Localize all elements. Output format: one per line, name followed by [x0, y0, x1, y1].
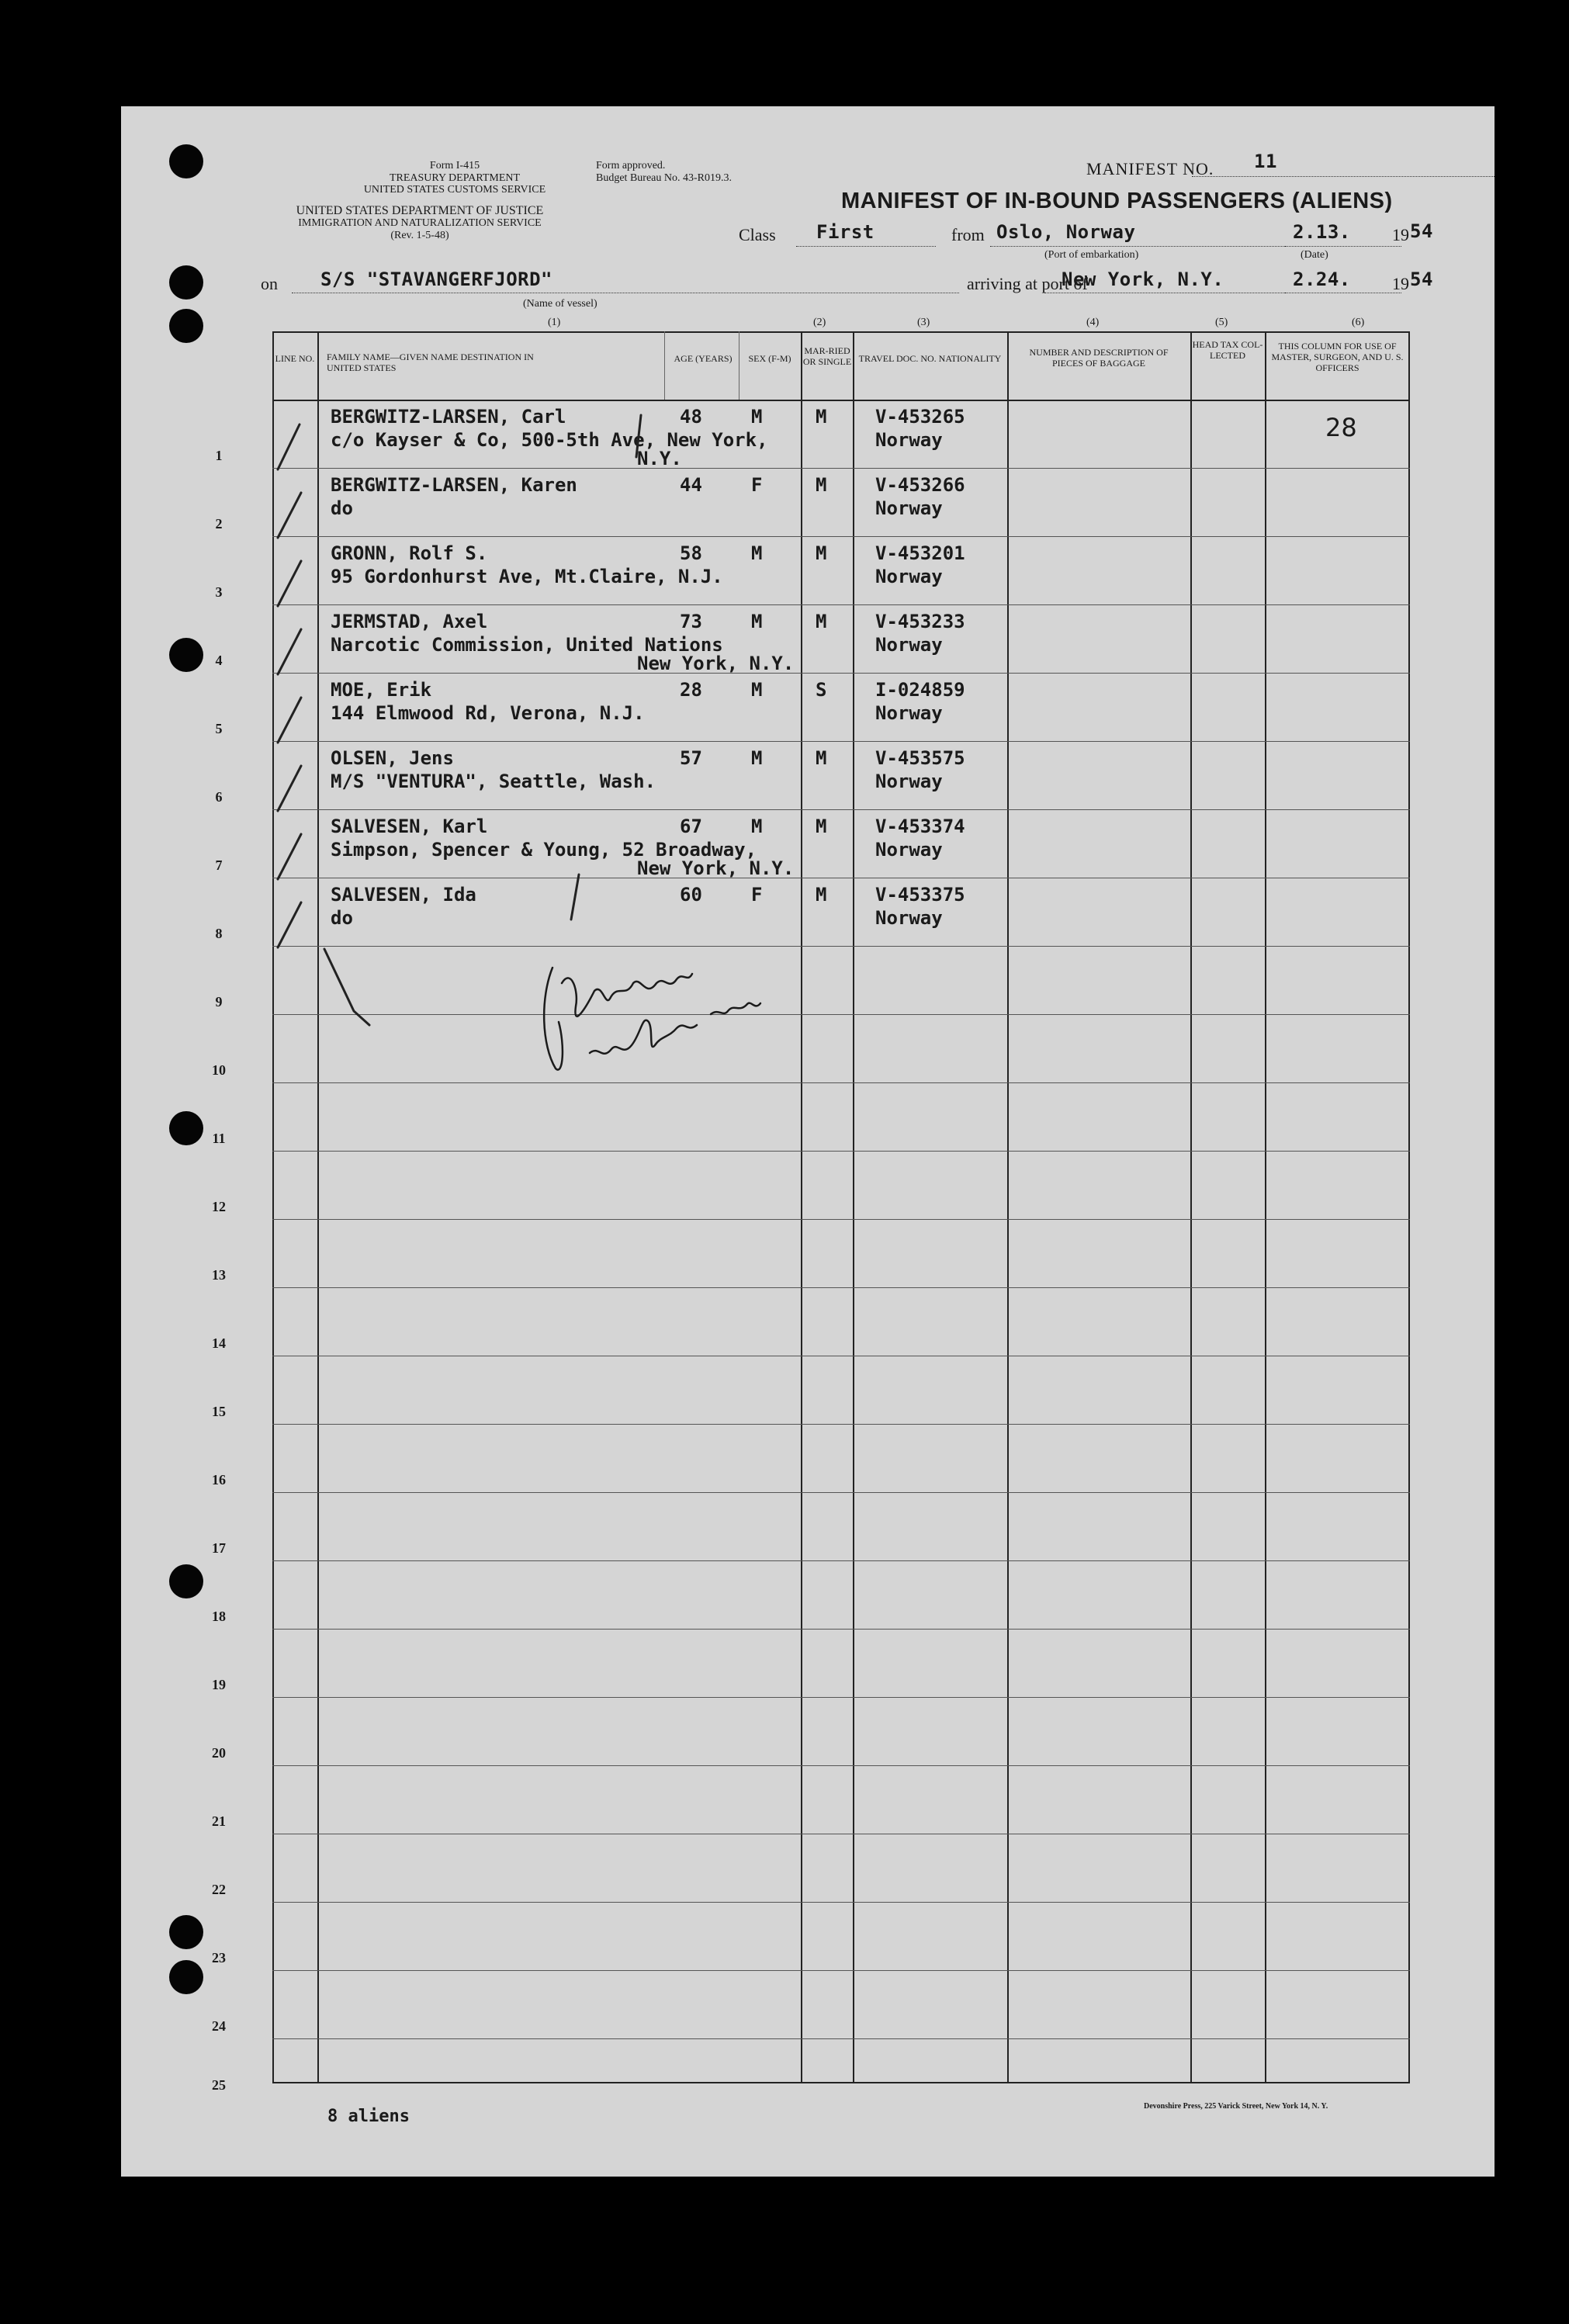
travel-doc-number: V-453575: [875, 747, 965, 769]
passenger-marital-status: M: [816, 611, 827, 632]
travel-doc-number: V-453375: [875, 884, 965, 906]
line-number: 20: [212, 1745, 226, 1761]
passenger-marital-status: S: [816, 679, 827, 701]
passenger-destination: Narcotic Commission, United Nations: [331, 634, 723, 656]
passenger-name: OLSEN, Jens: [331, 747, 454, 769]
col-header-name: FAMILY NAME—GIVEN NAME DESTINATION IN UNITED STATES: [327, 352, 534, 373]
passenger-destination: do: [331, 497, 353, 519]
budget-bureau: Budget Bureau No. 43-R019.3.: [596, 172, 732, 184]
col-header-officers: THIS COLUMN FOR USE OF MASTER, SURGEON, AND U. S. OFFICERS: [1271, 341, 1404, 373]
line-number: 18: [212, 1609, 226, 1624]
line-number: 21: [212, 1813, 226, 1829]
passenger-sex: M: [751, 542, 763, 564]
binder-hole: [169, 265, 203, 300]
passenger-nationality: Norway: [875, 907, 943, 929]
passenger-sex: F: [751, 474, 763, 496]
line-number: 2: [215, 516, 223, 532]
passenger-age: 58: [680, 542, 702, 564]
passenger-name: SALVESEN, Karl: [331, 816, 488, 837]
line-number: 5: [215, 721, 223, 736]
line-number: 10: [212, 1062, 226, 1078]
travel-doc-number: V-453374: [875, 816, 965, 837]
line-number: 3: [215, 584, 223, 600]
passenger-sex: M: [751, 747, 763, 769]
line-number: 8: [215, 926, 223, 941]
line-number: 6: [215, 789, 223, 805]
passenger-age: 28: [680, 679, 702, 701]
passenger-age: 67: [680, 816, 702, 837]
passenger-marital-status: M: [816, 542, 827, 564]
col-header-baggage: NUMBER AND DESCRIPTION OF PIECES OF BAGGAGE: [1029, 347, 1169, 369]
passenger-name: BERGWITZ-LARSEN, Karen: [331, 474, 577, 496]
passenger-nationality: Norway: [875, 429, 943, 451]
from-value: Oslo, Norway: [996, 221, 1136, 243]
line-number: 4: [215, 653, 223, 668]
passenger-marital-status: M: [816, 884, 827, 906]
line-number: 15: [212, 1404, 226, 1419]
passenger-name: BERGWITZ-LARSEN, Carl: [331, 406, 566, 428]
arriving-label: arriving at port of: [967, 274, 1088, 293]
passenger-marital-status: M: [816, 747, 827, 769]
class-value: First: [816, 221, 875, 243]
travel-doc-number: V-453201: [875, 542, 965, 564]
passenger-nationality: Norway: [875, 634, 943, 656]
line-number: 23: [212, 1950, 226, 1966]
passenger-destination-cont: N.Y.: [637, 448, 682, 469]
vessel-name: S/S "STAVANGERFJORD": [320, 268, 552, 290]
dept-treasury: TREASURY DEPARTMENT: [389, 172, 521, 184]
vessel-caption: (Name of vessel): [523, 298, 597, 310]
total-aliens: 8 aliens: [327, 2107, 410, 2126]
passenger-nationality: Norway: [875, 839, 943, 861]
passenger-marital-status: M: [816, 474, 827, 496]
passenger-sex: M: [751, 679, 763, 701]
col-number: (4): [1086, 317, 1100, 328]
travel-doc-number: I-024859: [875, 679, 965, 701]
passenger-nationality: Norway: [875, 497, 943, 519]
line-number: 1: [215, 448, 223, 463]
passenger-destination: Simpson, Spencer & Young, 52 Broadway,: [331, 839, 757, 861]
pen-marks: [121, 106, 1495, 1037]
line-number: 25: [212, 2077, 226, 2093]
passenger-name: GRONN, Rolf S.: [331, 542, 488, 564]
passenger-destination: M/S "VENTURA", Seattle, Wash.: [331, 771, 656, 792]
dept-justice: UNITED STATES DEPARTMENT OF JUSTICE: [296, 204, 544, 217]
passenger-sex: M: [751, 406, 763, 428]
class-label: Class: [739, 225, 776, 244]
col-number: (2): [813, 317, 826, 328]
printer-imprint: Devonshire Press, 225 Varick Street, New York 14, N. Y.: [1144, 2102, 1328, 2111]
port-embark-caption: (Port of embarkation): [1044, 249, 1139, 261]
col-header-age: AGE (YEARS): [674, 353, 733, 364]
passenger-sex: M: [751, 816, 763, 837]
col-number: (5): [1215, 317, 1228, 328]
passenger-destination-cont: New York, N.Y.: [637, 653, 795, 674]
line-number: 9: [215, 994, 223, 1010]
passenger-nationality: Norway: [875, 771, 943, 792]
line-number: 14: [212, 1335, 226, 1351]
passenger-age: 48: [680, 406, 702, 428]
col-header-tax: HEAD TAX COL-LECTED: [1192, 339, 1263, 361]
col-number: (1): [548, 317, 561, 328]
line-number: 16: [212, 1472, 226, 1488]
passenger-marital-status: M: [816, 816, 827, 837]
binder-hole: [169, 1111, 203, 1145]
binder-hole: [169, 1915, 203, 1949]
passenger-destination-cont: New York, N.Y.: [637, 857, 795, 879]
passenger-destination: 144 Elmwood Rd, Verona, N.J.: [331, 702, 645, 724]
dept-ins: IMMIGRATION AND NATURALIZATION SERVICE: [298, 217, 542, 229]
passenger-destination: do: [331, 907, 353, 929]
travel-doc-number: V-453233: [875, 611, 965, 632]
travel-doc-number: V-453265: [875, 406, 965, 428]
manifest-sheet: Form I-415 TREASURY DEPARTMENT UNITED STATES CUSTOMS SERVICE UNITED STATES DEPARTMENT OF JUSTICE IMMIGRATION AND NATURALIZATION SERVICE (Rev. 1-5-48) Form approved. Budget Bureau No. 43-R019.3. MANIFEST NO. 11 MANIFEST OF IN-BOUND PASSENGERS (ALIENS) Class First from Oslo, Norway (Port of embarkation) 2.13. 19 54 (Date) on S/S "STAVANGERFJORD" (Name of vessel) arriving at port of New York, N.Y. 2.24. 19 54 (1) (2) (3) (4) (5) (6) LINE NO. FAMILY NAME—GIVEN NAME DESTINATION IN UNITED STATES AGE (YEARS) SEX (F-M) MAR-RIED OR SINGLE TRAVEL DOC. NO. NATIONALITY NUMBER AND DESCRIPTION OF PIECES OF BAGGAGE HEAD TAX COL-LECTED THIS COLUMN FOR USE OF MASTER, SURGEON, AND U. S. OFFICERS 1 2 3 4 5 6 7 8 9 10 11 12 13 14 15 16 17 18 19 20 21 22 23 24 25 BERGWITZ-LARSEN, Carl c/o Kayser & Co, 500-5th Ave, New York, N.Y. 48 M M V-453265 Norway BERGWITZ-LARSEN, Karen do 44 F M V-453266 Norway GRONN, Rolf S. 95 Gordonhurst Ave, Mt.Claire, N.J. 58 M M V-453201 Norway JERMSTAD, Axel Narcotic Commission, United Nations New York, N.Y. 73 M M V-453233 Norway MOE, Erik 144 Elmwood Rd, Verona, N.J. 28 M S I-024859 Norway OLSEN, Jens M/S "VENTURA", Seattle, Wash. 57 M M V-453575 Norway SALVESEN, Karl Simpson, Spencer & Young, 52 Broadway, New York, N.Y. 67 M M V-453374 Norway SALVESEN, Ida do 60 F M V-453375 Norway 28 8 aliens Devonshire Press, 225 Varick Street, New York 14, N. Y.: [121, 106, 1495, 2177]
from-label: from: [951, 225, 985, 244]
binder-hole: [169, 638, 203, 672]
binder-hole: [169, 309, 203, 343]
passenger-age: 60: [680, 884, 702, 906]
col-header-sex: SEX (F-M): [748, 353, 791, 364]
binder-hole: [169, 1564, 203, 1598]
departure-year: 54: [1410, 220, 1433, 242]
passenger-name: MOE, Erik: [331, 679, 432, 701]
arrival-year: 54: [1410, 268, 1433, 290]
form-approved: Form approved.: [596, 160, 666, 171]
form-number: Form I-415: [429, 160, 480, 171]
passenger-marital-status: M: [816, 406, 827, 428]
line-number: 11: [212, 1131, 226, 1146]
line-number: 12: [212, 1199, 226, 1214]
line-number: 17: [212, 1540, 226, 1556]
col-number: (6): [1352, 317, 1365, 328]
passenger-destination: 95 Gordonhurst Ave, Mt.Claire, N.J.: [331, 566, 723, 587]
line-number: 19: [212, 1677, 226, 1692]
col-number: (3): [917, 317, 930, 328]
binder-hole: [169, 144, 203, 178]
manifest-no-value: 11: [1254, 151, 1277, 172]
passenger-sex: M: [751, 611, 763, 632]
line-number: 22: [212, 1882, 226, 1897]
passenger-name: JERMSTAD, Axel: [331, 611, 488, 632]
dept-customs: UNITED STATES CUSTOMS SERVICE: [363, 184, 546, 196]
departure-date: 2.13.: [1293, 221, 1351, 243]
form-revision: (Rev. 1-5-48): [390, 230, 449, 241]
officer-count: 28: [1325, 413, 1357, 442]
manifest-no-label: MANIFEST NO.: [1086, 159, 1214, 178]
passenger-age: 73: [680, 611, 702, 632]
binder-hole: [169, 1960, 203, 1994]
page-title: MANIFEST OF IN-BOUND PASSENGERS (ALIENS): [841, 189, 1393, 213]
travel-doc-number: V-453266: [875, 474, 965, 496]
on-label: on: [261, 274, 278, 293]
date-caption: (Date): [1301, 249, 1328, 261]
col-header-line: LINE NO.: [275, 353, 315, 364]
line-number: 24: [212, 2018, 226, 2034]
line-number: 13: [212, 1267, 226, 1283]
passenger-name: SALVESEN, Ida: [331, 884, 476, 906]
arrival-date: 2.24.: [1293, 268, 1351, 290]
passenger-destination: c/o Kayser & Co, 500-5th Ave, New York,: [331, 429, 768, 451]
line-number: 7: [215, 857, 223, 873]
passenger-nationality: Norway: [875, 702, 943, 724]
passenger-age: 44: [680, 474, 702, 496]
passenger-age: 57: [680, 747, 702, 769]
col-header-married: MAR-RIED OR SINGLE: [802, 345, 852, 367]
passenger-sex: F: [751, 884, 763, 906]
passenger-nationality: Norway: [875, 566, 943, 587]
arrival-port: New York, N.Y.: [1062, 268, 1224, 290]
officer-signature: [525, 937, 773, 1092]
col-header-doc: TRAVEL DOC. NO. NATIONALITY: [858, 353, 1002, 364]
